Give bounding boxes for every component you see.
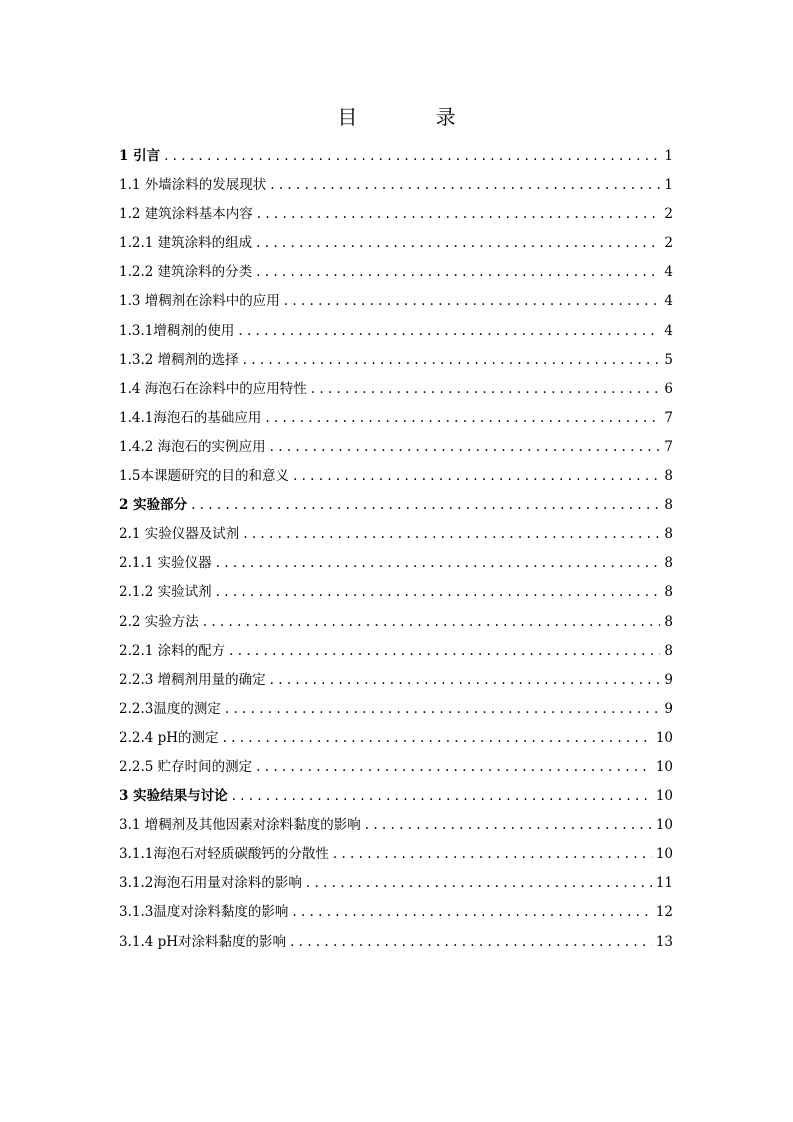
toc-entry[interactable] [119, 433, 673, 462]
toc-entry-label: 2.2.5 贮存时间的测定 [119, 758, 253, 775]
toc-dot-leader [232, 782, 652, 811]
toc-entry-page-number: 1 [664, 177, 673, 194]
toc-dot-leader [216, 549, 661, 578]
toc-entry[interactable] [119, 346, 673, 375]
toc-dot-leader [290, 928, 652, 957]
toc-entry-label: 1.1 外墙涂料的发展现状 [119, 177, 267, 194]
toc-entry-page-number: 2 [664, 235, 673, 252]
toc-dot-leader [216, 578, 661, 607]
toc-entry-label: 3.1.2海泡石用量对涂料的影响 [119, 875, 302, 892]
toc-entry-page-number: 8 [664, 497, 673, 514]
toc-dot-leader [311, 375, 661, 404]
toc-dot-leader [191, 491, 660, 520]
toc-entry-label: 2.1.2 实验试剂 [119, 584, 212, 601]
toc-dot-leader [292, 898, 651, 927]
toc-entry-label: 3.1.1海泡石对轻质碳酸钙的分散性 [119, 846, 329, 863]
toc-entry-label: 2 实验部分 [119, 497, 188, 514]
toc-entry[interactable] [119, 491, 673, 520]
toc-entry-label: 1.5本课题研究的目的和意义 [119, 468, 289, 485]
toc-entry-page-number: 4 [664, 322, 673, 339]
toc-entry-page-number: 2 [664, 206, 673, 223]
toc-entry-page-number: 8 [664, 613, 673, 630]
toc-dot-leader [270, 171, 660, 200]
toc-entry-page-number: 4 [664, 264, 673, 281]
toc-entry-label: 2.2.4 pH的测定 [119, 729, 219, 746]
toc-entry[interactable] [119, 287, 673, 316]
toc-dot-leader [256, 258, 660, 287]
toc-entry[interactable] [119, 171, 673, 200]
toc-entry[interactable] [119, 608, 673, 637]
toc-entry-page-number: 8 [664, 555, 673, 572]
toc-entry-label: 3.1.4 pH对涂料黏度的影响 [119, 933, 287, 950]
toc-dot-leader [243, 520, 660, 549]
toc-entry-page-number: 7 [664, 438, 673, 455]
toc-entry-page-number: 5 [664, 351, 673, 368]
toc-entry[interactable] [119, 637, 673, 666]
toc-entry[interactable] [119, 520, 673, 549]
toc-entry-label: 1.2.2 建筑涂料的分类 [119, 264, 253, 281]
toc-dot-leader [306, 869, 652, 898]
toc-entry-page-number: 8 [664, 468, 673, 485]
toc-entry-label: 1.4.2 海泡石的实例应用 [119, 438, 266, 455]
toc-entry[interactable] [119, 753, 673, 782]
toc-dot-leader [293, 462, 660, 491]
toc-entry-page-number: 11 [655, 875, 673, 892]
toc-entry-label: 1.4 海泡石在涂料中的应用特性 [119, 380, 307, 397]
toc-entry-page-number: 10 [655, 846, 673, 863]
toc-entry-label: 3.1.3温度对涂料黏度的影响 [119, 904, 289, 921]
toc-dot-leader [203, 608, 661, 637]
toc-entry-label: 2.1.1 实验仪器 [119, 555, 212, 572]
toc-dot-leader [270, 433, 661, 462]
toc-entry-label: 2.1 实验仪器及试剂 [119, 526, 240, 543]
toc-dot-leader [270, 666, 661, 695]
toc-entry-label: 2.2 实验方法 [119, 613, 199, 630]
toc-entry-page-number: 1 [664, 148, 673, 164]
toc-entry-label: 3.1 增稠剂及其他因素对涂料黏度的影响 [119, 817, 361, 834]
toc-entry[interactable] [119, 258, 673, 287]
toc-dot-leader [365, 811, 652, 840]
toc-entry[interactable] [119, 928, 673, 957]
toc-entry[interactable] [119, 375, 673, 404]
toc-entry-page-number: 9 [664, 700, 673, 717]
toc-entry-page-number: 6 [664, 380, 673, 397]
toc-entry-label: 1.4.1海泡石的基础应用 [119, 409, 262, 426]
toc-entry[interactable] [119, 898, 673, 927]
toc-entry[interactable] [119, 695, 673, 724]
toc-entry[interactable] [119, 229, 673, 258]
toc-entry-page-number: 12 [655, 904, 673, 921]
toc-entry[interactable] [119, 869, 673, 898]
toc-entry-page-number: 8 [664, 526, 673, 543]
toc-entry-label: 1.3.2 增稠剂的选择 [119, 351, 239, 368]
toc-entry[interactable] [119, 317, 673, 346]
toc-entry-page-number: 9 [664, 671, 673, 688]
toc-entry-label: 3 实验结果与讨论 [119, 788, 228, 805]
toc-dot-leader [229, 637, 660, 666]
toc-dot-leader [256, 753, 652, 782]
toc-entry[interactable] [119, 200, 673, 229]
toc-entry[interactable] [119, 840, 673, 869]
toc-entry-page-number: 13 [655, 933, 673, 950]
toc-entry-label: 1.3.1增稠剂的使用 [119, 322, 235, 339]
toc-entry-label: 2.2.3温度的测定 [119, 700, 221, 717]
toc-entry-label: 2.2.3 增稠剂用量的确定 [119, 671, 266, 688]
toc-dot-leader [256, 229, 660, 258]
toc-entry-page-number: 10 [655, 758, 673, 775]
toc-dot-leader [243, 346, 661, 375]
toc-dot-leader [225, 695, 661, 724]
toc-list [119, 142, 673, 957]
toc-entry-page-number: 8 [664, 584, 673, 601]
toc-title: 目 录 [337, 105, 492, 129]
toc-dot-leader [333, 840, 652, 869]
toc-entry[interactable] [119, 578, 673, 607]
toc-dot-leader [284, 287, 661, 316]
toc-entry-page-number: 10 [655, 729, 673, 746]
toc-entry[interactable] [119, 782, 673, 811]
toc-entry-page-number: 7 [664, 409, 673, 426]
toc-entry[interactable] [119, 142, 673, 171]
toc-entry-page-number: 10 [655, 817, 673, 834]
toc-entry[interactable] [119, 811, 673, 840]
toc-dot-leader [265, 404, 660, 433]
toc-entry-label: 1.2 建筑涂料基本内容 [119, 206, 253, 223]
toc-entry-label: 1 引言 [119, 148, 161, 164]
toc-entry-page-number: 10 [655, 788, 673, 805]
toc-entry[interactable] [119, 404, 673, 433]
toc-entry-label: 1.3 增稠剂在涂料中的应用 [119, 293, 280, 310]
toc-entry-page-number: 8 [664, 642, 673, 659]
toc-entry[interactable] [119, 666, 673, 695]
toc-entry[interactable] [119, 549, 673, 578]
toc-entry-page-number: 4 [664, 293, 673, 310]
toc-entry[interactable] [119, 724, 673, 753]
toc-entry-label: 1.2.1 建筑涂料的组成 [119, 235, 253, 252]
toc-entry-label: 2.2.1 涂料的配方 [119, 642, 226, 659]
toc-dot-leader [257, 200, 661, 229]
toc-entry[interactable] [119, 462, 673, 491]
toc-dot-leader [164, 142, 660, 171]
toc-dot-leader [238, 317, 660, 346]
toc-dot-leader [223, 724, 652, 753]
